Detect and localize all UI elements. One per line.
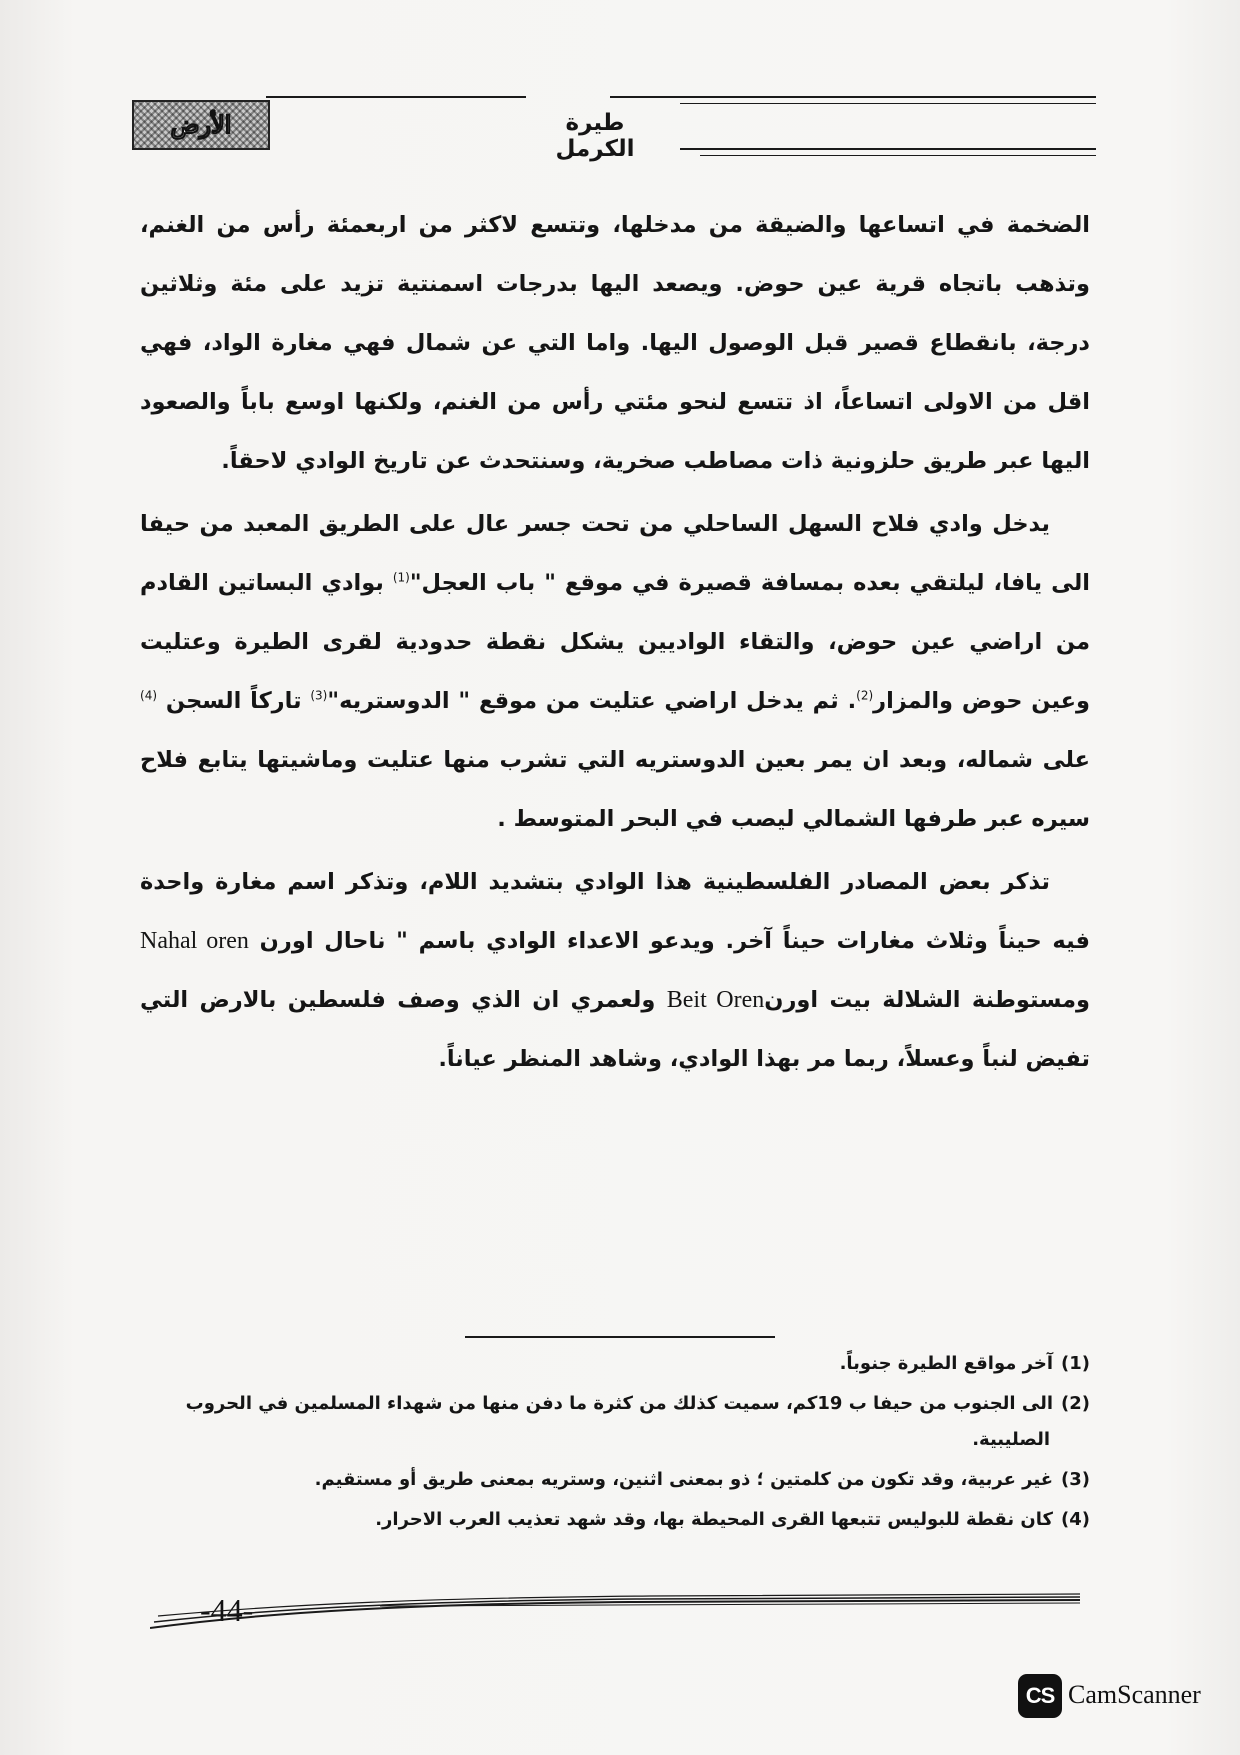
footnote-ref-2: (2) xyxy=(856,688,874,703)
footnote-text: الصليبية. xyxy=(972,1429,1050,1450)
footnote-ref-4: (4) xyxy=(140,688,158,703)
paragraph-3-text: ومستوطنة الشلالة بيت اورن xyxy=(764,987,1090,1013)
footnote-2-continuation xyxy=(150,1422,1090,1458)
paragraph-1-line: الضخمة في اتساعها والضيقة من مدخلها، وتتسع لاكثر من اربعمئة رأس من الغنم، وتذهب xyxy=(140,212,1090,297)
footnote-text: الى الجنوب من حيفا ب 19كم، سميت كذلك من كثرة ما دفن منها من شهداء المسلمين في الحروب xyxy=(185,1393,1053,1414)
paragraph-2-text: يدخل وادي فلاح السهل الساحلي من تحت جسر عال على الطريق المعبد من حيفا الى يافا، ليلتقي بعده بمسافة قصيرة في موقع " باب العجل" xyxy=(140,511,1090,596)
header-rule-top-right xyxy=(610,96,1096,98)
footnote-ref-3: (3) xyxy=(310,688,328,703)
footnote-text: آخر مواقع الطيرة جنوباً. xyxy=(839,1353,1053,1374)
footer-swoosh-rule xyxy=(150,1582,1080,1632)
footnote-text: كان نقطة للبوليس تتبعها القرى المحيطة بها، وقد شهد تعذيب العرب الاحرار. xyxy=(375,1509,1053,1530)
paragraph-1 xyxy=(140,196,1090,491)
header-rule-top-right-2 xyxy=(680,103,1096,104)
paragraph-1-line: باتجاه قرية عين حوض. ويصعد اليها بدرجات اسمنتية تزيد على مئة وثلاثين درجة، بانقطاع xyxy=(140,271,1090,356)
footnote-number: (4) xyxy=(1061,1509,1090,1530)
footnote-3 xyxy=(150,1462,1090,1498)
footnote-number: (1) xyxy=(1061,1353,1090,1374)
header-rule-top-left xyxy=(266,96,526,98)
footnote-4 xyxy=(150,1502,1090,1538)
paragraph-2 xyxy=(140,495,1090,849)
latin-term: Nahal oren xyxy=(140,928,249,954)
paragraph-1-line: اتساعاً، اذ تتسع لنحو مئتي رأس من الغنم، ولكنها اوسع باباً والصعود اليها عبر طريق xyxy=(140,389,1090,474)
latin-term: Beit Oren xyxy=(666,987,765,1013)
paragraph-1-line: قصير قبل الوصول اليها. واما التي عن شمال فهي مغارة الواد، فهي اقل من الاولى xyxy=(140,330,1090,415)
footnote-number: (2) xyxy=(1061,1393,1090,1414)
paragraph-2-text: . ثم يدخل اراضي عتليت من موقع " الدوستريه" xyxy=(327,688,857,714)
footnotes xyxy=(150,1346,1090,1542)
footnote-separator xyxy=(465,1336,775,1338)
paragraph-2-text: بوادي البساتين القادم من اراضي عين حوض، والتقاء الواديين يشكل نقطة حدودية لقرى الطيرة وعتليت وعين حوض والمزار xyxy=(140,570,1091,714)
paragraph-1-line: حلزونية ذات مصاطب صخرية، وسنتحدث عن تاريخ الوادي لاحقاً. xyxy=(221,448,916,474)
paragraph-3-text: ولعمري ان الذي وصف فلسطين بالارض التي تفيض لنباً وعسلاً، ربما مر بهذا الوادي، وشاهد المنظر عياناً. xyxy=(140,987,1090,1072)
camscanner-label: CamScanner xyxy=(1068,1680,1201,1709)
section-badge xyxy=(132,100,270,150)
body-text xyxy=(140,196,1090,1089)
paragraph-3 xyxy=(140,853,1090,1089)
section-badge-label: الأرض xyxy=(170,110,232,139)
footnote-text: غير عربية، وقد تكون من كلمتين ؛ ذو بمعنى اثنين، وستريه بمعنى طريق أو مستقيم. xyxy=(314,1469,1053,1490)
header-rule-bottom xyxy=(680,148,1096,150)
page-number: -44- xyxy=(200,1592,254,1628)
footnote-1 xyxy=(150,1346,1090,1382)
footnote-ref-1: (1) xyxy=(392,570,410,585)
paragraph-2-text: تاركاً السجن xyxy=(157,688,311,714)
footnote-number: (3) xyxy=(1061,1469,1090,1490)
camscanner-logo-icon: CS xyxy=(1018,1674,1062,1718)
footnote-2 xyxy=(150,1386,1090,1422)
paragraph-2-text: على شماله، وبعد ان يمر بعين الدوستريه التي تشرب منها عتليت وماشيتها يتابع فلاح سيره عبر طرفها الشمالي ليصب في البحر المتوسط . xyxy=(140,747,1090,832)
page-header-title: طيرة الكرمل xyxy=(555,110,635,162)
header-rule-bottom-2 xyxy=(700,155,1096,156)
paragraph-3-text: تذكر بعض المصادر الفلسطينية هذا الوادي بتشديد اللام، وتذكر اسم مغارة واحدة فيه حيناً وثلاث مغارات حيناً آخر. ويدعو الاعداء الوادي باسم " ناحال اورن xyxy=(140,869,1090,954)
